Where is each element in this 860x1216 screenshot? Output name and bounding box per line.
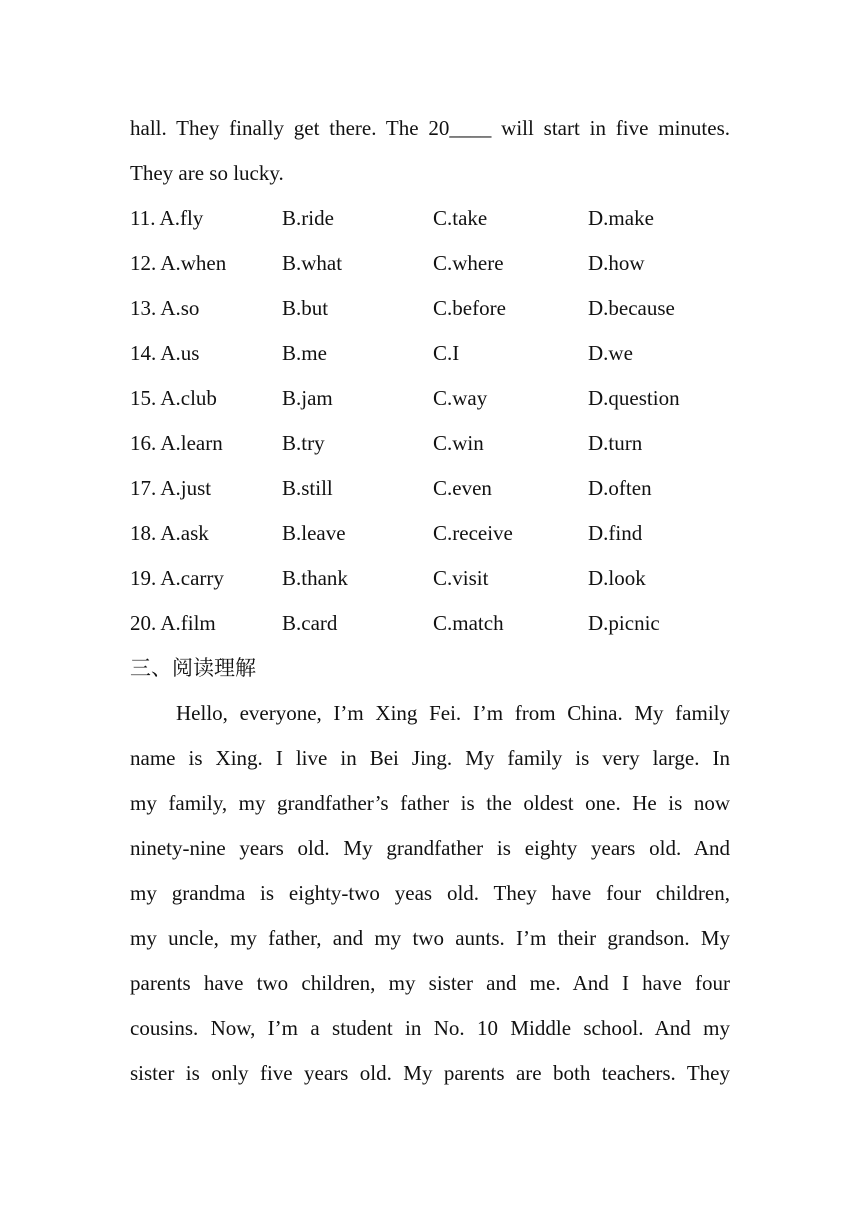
option-a: 12. A.when bbox=[130, 251, 227, 275]
reading-line-5: my grandma is eighty-two yeas old. They have four children, bbox=[130, 881, 730, 905]
option-b: B.but bbox=[282, 296, 329, 320]
option-d: D.make bbox=[588, 206, 654, 230]
option-c: C.match bbox=[433, 611, 504, 635]
option-b: B.what bbox=[282, 251, 343, 275]
option-d: D.we bbox=[588, 341, 633, 365]
passage-line-2: They are so lucky. bbox=[130, 161, 284, 185]
option-c: C.take bbox=[433, 206, 488, 230]
option-a: 20. A.film bbox=[130, 611, 216, 635]
option-a: 17. A.just bbox=[130, 476, 212, 500]
option-b: B.ride bbox=[282, 206, 334, 230]
option-d: D.turn bbox=[588, 431, 643, 455]
option-d: D.how bbox=[588, 251, 645, 275]
reading-line-4: ninety-nine years old. My grandfather is eighty years old. And bbox=[130, 836, 730, 860]
reading-line-6: my uncle, my father, and my two aunts. I’m their grandson. My bbox=[130, 926, 730, 950]
passage-line-1: hall. They finally get there. The 20____ will start in five minutes. bbox=[130, 116, 730, 140]
reading-line-2: name is Xing. I live in Bei Jing. My family is very large. In bbox=[130, 746, 730, 770]
option-d: D.often bbox=[588, 476, 652, 500]
reading-line-3: my family, my grandfather’s father is the oldest one. He is now bbox=[130, 791, 730, 815]
question-17-options bbox=[130, 474, 730, 502]
option-c: C.before bbox=[433, 296, 506, 320]
option-d: D.because bbox=[588, 296, 675, 320]
section-heading: 三、阅读理解 bbox=[130, 656, 256, 680]
option-b: B.jam bbox=[282, 386, 333, 410]
question-11-options bbox=[130, 204, 730, 232]
reading-line-9: sister is only five years old. My parents are both teachers. They bbox=[130, 1061, 730, 1085]
option-b: B.still bbox=[282, 476, 333, 500]
option-a: 18. A.ask bbox=[130, 521, 209, 545]
question-15-options bbox=[130, 384, 730, 412]
question-12-options bbox=[130, 249, 730, 277]
option-a: 19. A.carry bbox=[130, 566, 224, 590]
option-a: 16. A.learn bbox=[130, 431, 223, 455]
option-b: B.leave bbox=[282, 521, 346, 545]
reading-line-7: parents have two children, my sister and me. And I have four bbox=[130, 971, 730, 995]
question-16-options bbox=[130, 429, 730, 457]
option-d: D.question bbox=[588, 386, 680, 410]
reading-line-8: cousins. Now, I’m a student in No. 10 Middle school. And my bbox=[130, 1016, 730, 1040]
option-c: C.visit bbox=[433, 566, 489, 590]
option-c: C.way bbox=[433, 386, 488, 410]
question-13-options bbox=[130, 294, 730, 322]
question-19-options bbox=[130, 564, 730, 592]
option-b: B.card bbox=[282, 611, 338, 635]
question-14-options bbox=[130, 339, 730, 367]
option-c: C.even bbox=[433, 476, 492, 500]
option-d: D.look bbox=[588, 566, 646, 590]
option-c: C.win bbox=[433, 431, 484, 455]
option-a: 14. A.us bbox=[130, 341, 200, 365]
option-b: B.me bbox=[282, 341, 327, 365]
reading-line-1: Hello, everyone, I’m Xing Fei. I’m from China. My family bbox=[176, 701, 730, 725]
question-20-options bbox=[130, 609, 730, 637]
option-c: C.I bbox=[433, 341, 460, 365]
option-a: 11. A.fly bbox=[130, 206, 204, 230]
option-c: C.receive bbox=[433, 521, 513, 545]
question-18-options bbox=[130, 519, 730, 547]
option-a: 15. A.club bbox=[130, 386, 217, 410]
option-d: D.find bbox=[588, 521, 643, 545]
option-c: C.where bbox=[433, 251, 504, 275]
option-b: B.thank bbox=[282, 566, 348, 590]
option-d: D.picnic bbox=[588, 611, 660, 635]
option-a: 13. A.so bbox=[130, 296, 200, 320]
option-b: B.try bbox=[282, 431, 325, 455]
